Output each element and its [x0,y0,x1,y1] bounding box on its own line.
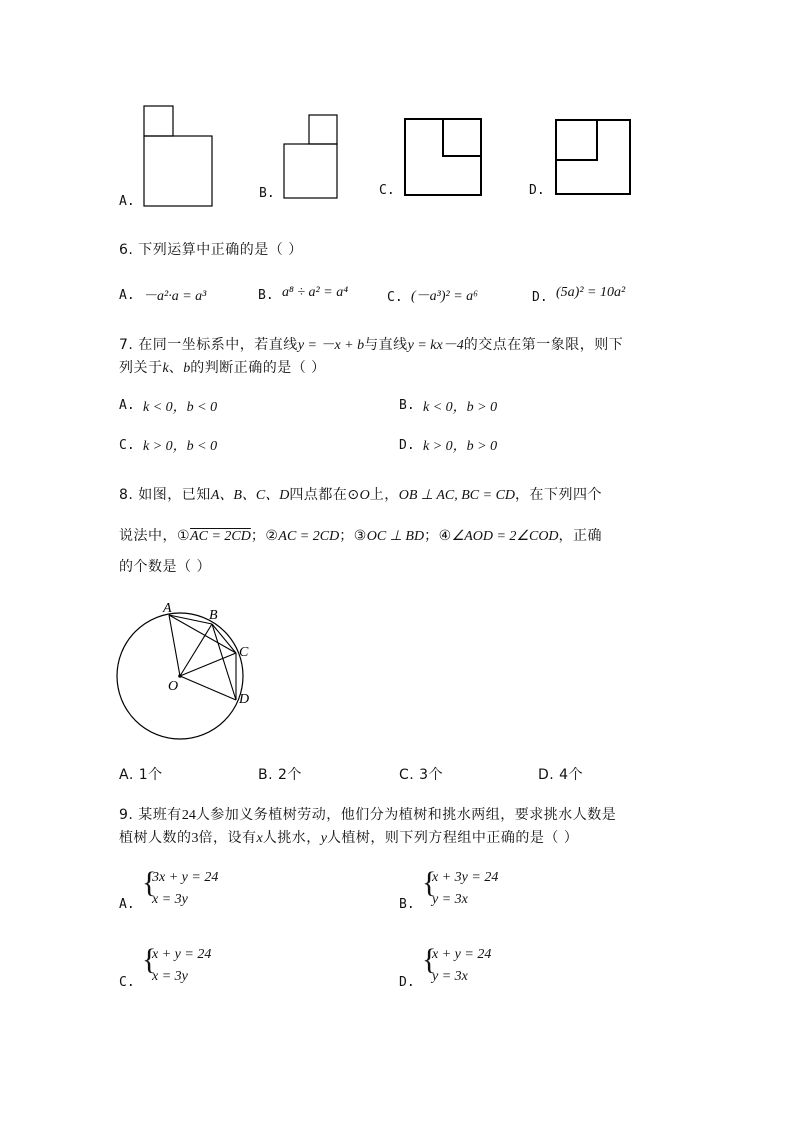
q7-option-a-expr: k < 0，b < 0 [143,400,218,415]
q7-stem-line2: 列关于k、b的判断正确的是（ ） [119,360,326,376]
q8-option-a[interactable]: A. 1个 [119,767,163,783]
q8-stem-line1: 8. 如图，已知A、B、C、D四点都在⊙O上，OB ⊥ AC, BC = CD，在下列四个 [119,487,603,503]
q9-option-b-label[interactable]: B. [399,897,415,912]
q8-statement-2: AC = 2CD [278,529,340,544]
q5-option-b-label[interactable]: B. [259,186,275,201]
q8-label-a: A [163,601,172,616]
q9-option-b-brace: { [422,866,437,899]
q6-option-c-label[interactable]: C. [387,290,403,305]
q9-option-c-label[interactable]: C. [119,975,135,990]
q6-option-d-label[interactable]: D. [532,290,548,305]
q7-option-c-label[interactable]: C. [119,438,135,453]
q7-stem-line1: 7. 在同一坐标系中，若直线y = －x + b与直线y = kx－4的交点在第一象限，则下 [119,337,624,353]
q9-option-d-label[interactable]: D. [399,975,415,990]
q9-option-c-brace: { [142,943,157,976]
q8-stem-line2: 说法中，①AC = 2CD；②AC = 2CD；③OC ⊥ BD；④∠AOD = 2∠COD，正确 [119,528,603,544]
q5-option-b-figure [280,112,344,202]
q7-option-b-expr: k < 0，b > 0 [423,400,498,415]
q6-option-b-expr: a⁸ ÷ a² = a⁴ [282,285,349,300]
q9-option-b-system: x + 3y = 24 y = 3x [432,870,499,907]
q8-statement-1: AC = 2CD [190,529,251,544]
q5-option-d-label[interactable]: D. [529,183,545,198]
q9-stem-line1: 9. 某班有24人参加义务植树劳动，他们分为植树和挑水两组，要求挑水人数是 [119,807,617,823]
q8-statement-3: OC ⊥ BD [366,529,425,544]
q6-option-a-label[interactable]: A. [119,288,135,303]
q9-option-d-system: x + y = 24 y = 3x [432,947,492,984]
q9-option-a-label[interactable]: A. [119,897,135,912]
q8-label-b: B [209,608,218,623]
q8-label-o: O [168,679,179,694]
q6-option-b-label[interactable]: B. [258,288,274,303]
q7-option-a-label[interactable]: A. [119,398,135,413]
q7-option-d-expr: k > 0，b > 0 [423,439,498,454]
q7-option-d-label[interactable]: D. [399,438,415,453]
q5-option-a-label[interactable]: A. [119,194,135,209]
q8-label-d: D [239,692,250,707]
q8-option-d[interactable]: D. 4个 [538,767,584,783]
q5-option-a-figure [140,104,220,210]
q8-option-b[interactable]: B. 2个 [258,767,302,783]
q8-label-c: C [239,645,249,660]
q6-option-c-expr: (－a³)² = a⁶ [411,289,479,304]
q6-option-d-expr: (5a)² = 10a² [556,285,626,300]
q6-option-a-expr: －a²·a = a³ [143,289,207,304]
q5-option-c-figure [400,114,486,200]
q7-option-c-expr: k > 0，b < 0 [143,439,218,454]
q8-stem-line3: 的个数是（ ） [119,559,211,575]
q9-option-a-brace: { [142,866,157,899]
q6-stem: 6. 下列运算中正确的是（ ） [119,242,303,258]
q8-circle-figure [112,596,272,756]
q8-option-c[interactable]: C. 3个 [399,767,444,783]
q5-option-d-figure [550,114,636,200]
q9-stem-line2: 植树人数的3倍，设有x人挑水，y人植树，则下列方程组中正确的是（ ） [119,830,579,846]
q5-option-c-label[interactable]: C. [379,183,395,198]
q8-statement-4: ∠AOD = 2∠COD [451,529,559,544]
q9-option-c-system: x + y = 24 x = 3y [152,947,212,984]
q7-option-b-label[interactable]: B. [399,398,415,413]
q9-option-a-system: 3x + y = 24 x = 3y [152,870,219,907]
q9-option-d-brace: { [422,943,437,976]
